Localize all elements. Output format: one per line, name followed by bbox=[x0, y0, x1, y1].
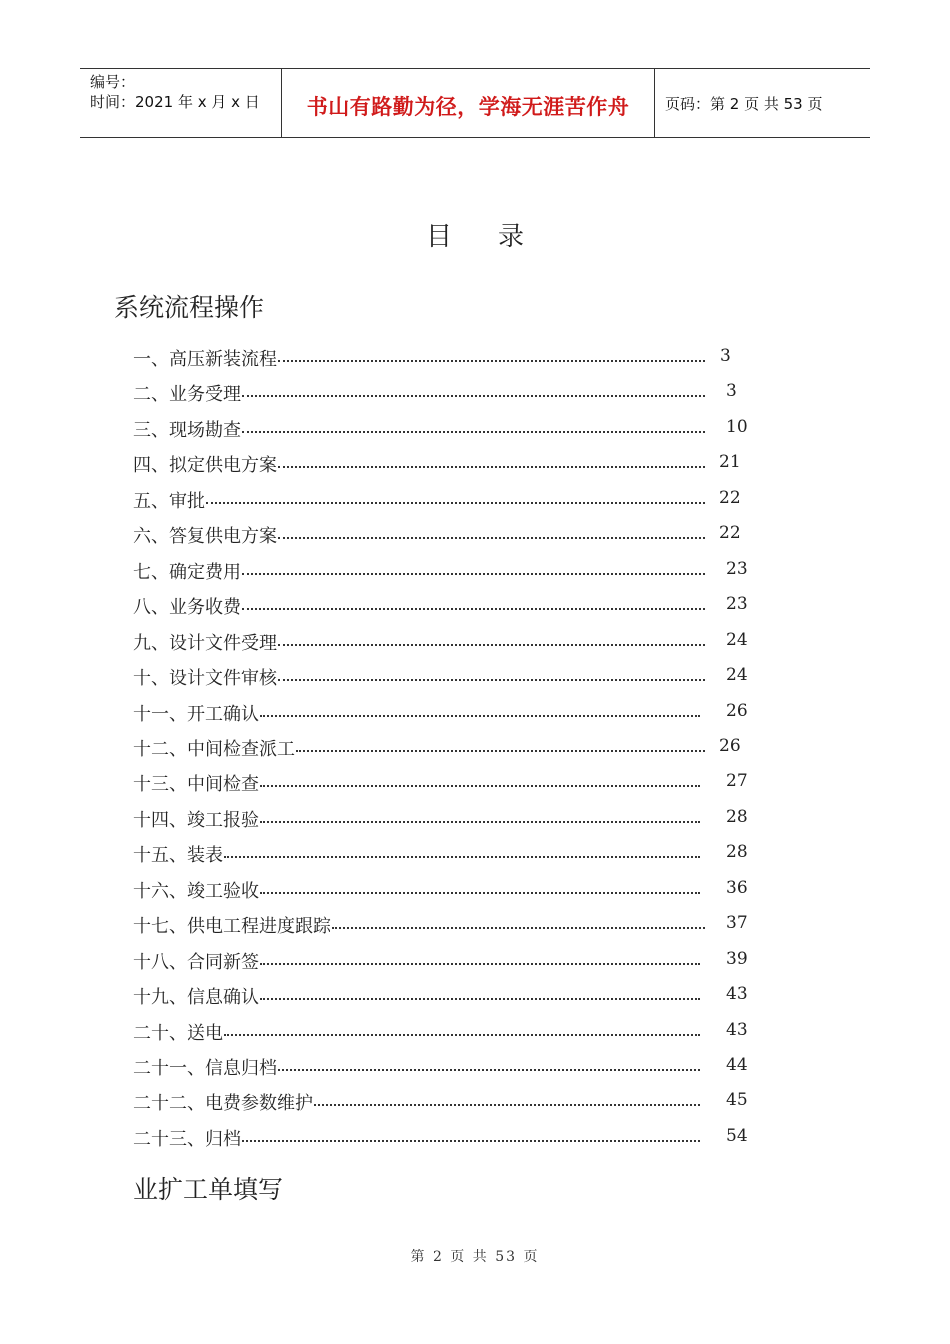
toc-item-page: 23 bbox=[726, 594, 748, 615]
toc-leader-dots bbox=[242, 395, 705, 397]
toc-item-page: 10 bbox=[726, 416, 748, 437]
toc-item-label: 十二、中间检查派工 bbox=[133, 738, 295, 760]
toc-item[interactable] bbox=[133, 803, 753, 833]
toc-item-page: 22 bbox=[719, 487, 741, 508]
toc-item[interactable] bbox=[133, 626, 753, 656]
toc-leader-dots bbox=[260, 998, 700, 1000]
toc-item-label: 二、业务受理 bbox=[133, 384, 241, 406]
section-title-system-process: 系统流程操作 bbox=[114, 293, 265, 322]
toc-item-label: 十四、竣工报验 bbox=[133, 809, 259, 831]
toc-item-page: 43 bbox=[726, 1019, 748, 1040]
toc-item-page: 26 bbox=[726, 700, 748, 721]
toc-item-label: 四、拟定供电方案 bbox=[133, 455, 277, 477]
toc-leader-dots bbox=[242, 431, 705, 433]
page-footer: 第 2 页 共 53 页 bbox=[410, 1249, 540, 1265]
document-date-label: 时间：2021 年 x 月 x 日 bbox=[90, 93, 260, 111]
toc-item-label: 二十、送电 bbox=[133, 1022, 223, 1044]
toc-item[interactable] bbox=[133, 413, 753, 443]
header-info-cell bbox=[80, 69, 282, 137]
toc-item[interactable] bbox=[133, 838, 753, 868]
toc-leader-dots bbox=[242, 1140, 700, 1142]
toc-item-label: 十、设计文件审核 bbox=[133, 668, 277, 690]
toc-leader-dots bbox=[260, 821, 700, 823]
toc-leader-dots bbox=[242, 573, 705, 575]
toc-leader-dots bbox=[224, 856, 700, 858]
toc-item-label: 一、高压新装流程 bbox=[133, 349, 277, 370]
toc-item[interactable] bbox=[133, 1016, 753, 1046]
toc-item[interactable] bbox=[133, 555, 753, 585]
toc-item[interactable] bbox=[133, 909, 753, 939]
toc-item-page: 28 bbox=[726, 806, 748, 827]
toc-leader-dots bbox=[260, 963, 700, 965]
toc-item-page: 22 bbox=[719, 523, 741, 544]
toc-item-page: 39 bbox=[726, 948, 748, 969]
toc-leader-dots bbox=[242, 608, 705, 610]
toc-leader-dots bbox=[278, 644, 705, 646]
toc-item[interactable] bbox=[133, 1086, 753, 1116]
toc-item-page: 44 bbox=[726, 1055, 748, 1075]
toc-leader-dots bbox=[332, 927, 705, 929]
toc-item-page: 43 bbox=[726, 984, 748, 1005]
toc-item[interactable] bbox=[133, 377, 753, 407]
toc-leader-dots bbox=[260, 715, 700, 717]
toc-title: 目录 bbox=[425, 222, 570, 252]
toc-leader-dots bbox=[260, 892, 700, 894]
toc-item-label: 三、现场勘查 bbox=[133, 419, 241, 441]
toc-item-page: 26 bbox=[719, 735, 741, 756]
toc-item-label: 八、业务收费 bbox=[133, 597, 241, 619]
toc-item[interactable] bbox=[133, 945, 753, 975]
toc-item[interactable] bbox=[133, 697, 753, 727]
toc-item-label: 二十一、信息归档 bbox=[133, 1058, 277, 1079]
toc-item-label: 五、审批 bbox=[133, 490, 205, 512]
header-motto-cell bbox=[282, 69, 655, 137]
toc-item-page: 27 bbox=[726, 771, 748, 792]
toc-leader-dots bbox=[278, 466, 705, 468]
toc-item[interactable] bbox=[133, 732, 753, 762]
toc-leader-dots bbox=[278, 360, 705, 362]
toc-item-label: 十八、合同新签 bbox=[133, 951, 259, 973]
toc-item-label: 十三、中间检查 bbox=[133, 774, 259, 796]
header-page-number: 页码：第 2 页 共 53 页 bbox=[665, 95, 823, 113]
toc-item-label: 十九、信息确认 bbox=[133, 987, 259, 1009]
toc-leader-dots bbox=[206, 502, 705, 504]
toc-item[interactable] bbox=[133, 590, 753, 620]
toc-item[interactable] bbox=[133, 1122, 753, 1152]
toc-item-page: 37 bbox=[726, 913, 748, 934]
toc-leader-dots bbox=[224, 1034, 700, 1036]
header-motto: 书山有路勤为径，学海无涯苦作舟 bbox=[306, 94, 630, 119]
toc-item-label: 十七、供电工程进度跟踪 bbox=[133, 916, 331, 938]
toc-item[interactable] bbox=[133, 874, 753, 904]
toc-item-page: 54 bbox=[726, 1125, 748, 1146]
toc-item[interactable] bbox=[133, 484, 753, 514]
toc-item-page: 23 bbox=[726, 558, 748, 579]
toc-item-page: 24 bbox=[726, 629, 748, 650]
toc-item-label: 十一、开工确认 bbox=[133, 703, 259, 725]
toc-item[interactable] bbox=[133, 1051, 753, 1081]
toc-item-page: 45 bbox=[726, 1090, 748, 1111]
document-header bbox=[80, 68, 870, 138]
toc-item-label: 九、设计文件受理 bbox=[133, 632, 277, 654]
toc-leader-dots bbox=[278, 537, 705, 539]
toc-item[interactable] bbox=[133, 767, 753, 797]
toc-item-page: 36 bbox=[726, 877, 748, 898]
toc-item-label: 十六、竣工验收 bbox=[133, 880, 259, 902]
header-page-cell bbox=[655, 69, 870, 137]
toc-leader-dots bbox=[296, 750, 705, 752]
section-title-work-order: 业扩工单填写 bbox=[133, 1175, 284, 1204]
toc-item-label: 二十二、电费参数维护 bbox=[133, 1093, 313, 1115]
toc-item-page: 21 bbox=[719, 452, 741, 473]
toc-item-label: 六、答复供电方案 bbox=[133, 526, 277, 548]
toc-item[interactable] bbox=[133, 342, 753, 372]
toc-leader-dots bbox=[314, 1104, 700, 1106]
toc-item-label: 七、确定费用 bbox=[133, 561, 241, 583]
toc-item-page: 3 bbox=[726, 381, 737, 402]
toc-item-page: 28 bbox=[726, 842, 748, 863]
toc-item-label: 二十三、归档 bbox=[133, 1128, 241, 1150]
toc-item[interactable] bbox=[133, 448, 753, 478]
toc-item[interactable] bbox=[133, 661, 753, 691]
toc-item-page: 24 bbox=[726, 665, 748, 686]
toc-item[interactable] bbox=[133, 519, 753, 549]
toc-leader-dots bbox=[260, 785, 700, 787]
toc-item-page: 3 bbox=[720, 346, 731, 366]
toc-item-label: 十五、装表 bbox=[133, 845, 223, 867]
toc-item[interactable] bbox=[133, 980, 753, 1010]
document-number-label: 编号： bbox=[90, 73, 136, 91]
toc-leader-dots bbox=[278, 1069, 700, 1071]
toc-leader-dots bbox=[278, 679, 705, 681]
